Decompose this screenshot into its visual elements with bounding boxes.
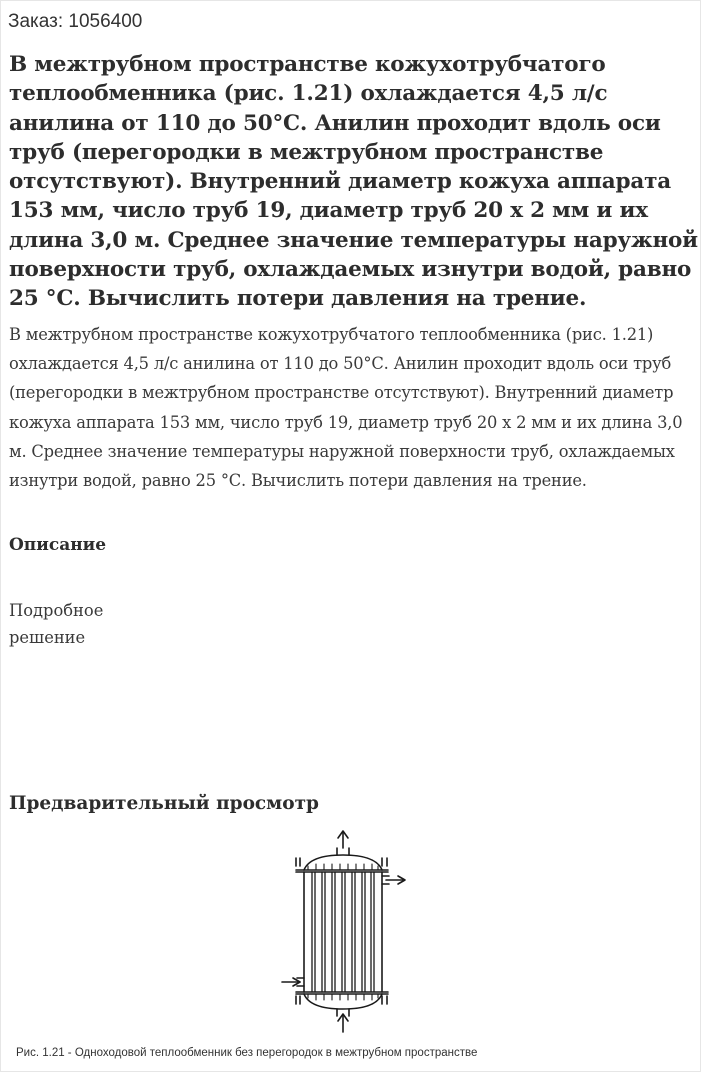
left-bottom-nozzle — [296, 996, 300, 1004]
tube-bundle — [312, 872, 374, 992]
description-value: Подробное решение — [9, 601, 104, 647]
left-top-nozzle — [296, 858, 300, 866]
shell-inlet — [282, 978, 304, 986]
order-number: Заказ: 1056400 — [8, 11, 143, 32]
preview-heading: Предварительный просмотр — [9, 793, 319, 814]
bottom-inlet-arrow — [337, 1009, 349, 1032]
heat-exchanger-figure — [266, 826, 416, 1036]
shell-outlet — [382, 876, 405, 884]
task-title: В межтрубном пространстве кожухотрубчатого теплообменника (рис. 1.21) охлаждается 4,5 л/с анилина от 110 до 50°С. Анилин проходит вдоль оси труб (перегородки в межтрубном пространстве отсутствуют). Внутренний диаметр кожуха аппарата 153 мм, число труб 19, диаметр труб 20 х 2 мм и их длина 3,0 м. Среднее значение температуры наружной поверхности труб, охлаждаемых изнутри водой, равно 25 °С. Вычислить потери давления на трение. — [9, 52, 698, 312]
top-outlet-arrow — [337, 831, 349, 855]
description-heading: Описание — [9, 535, 107, 555]
figure-caption: Рис. 1.21 - Одноходовой теплообменник без перегородок в межтрубном пространстве — [16, 1047, 478, 1059]
task-text: В межтрубном пространстве кожухотрубчатого теплообменника (рис. 1.21) охлаждается 4,5 л/с анилина от 110 до 50°С. Анилин проходит вдоль оси труб (перегородки в межтрубном пространстве отсутствуют). Внутренний диаметр кожуха аппарата 153 мм, число труб 19, диаметр труб 20 х 2 мм и их длина 3,0 м. Среднее значение температуры наружной поверхности труб, охлаждаемых изнутри водой, равно 25 °С. Вычислить потери давления на трение. — [9, 325, 683, 491]
right-top-nozzle — [382, 858, 387, 866]
right-bottom-nozzle — [382, 996, 387, 1004]
